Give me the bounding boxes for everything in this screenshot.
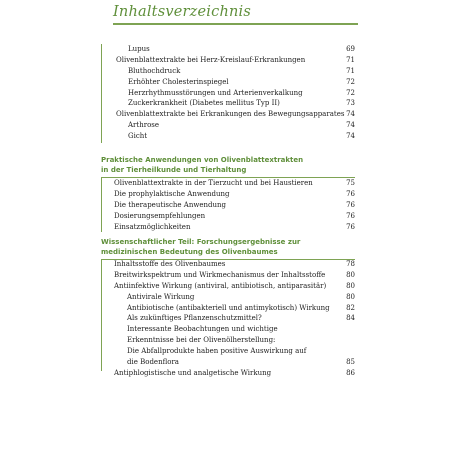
section-title-line1: Praktische Anwendungen von Olivenblattextrakten xyxy=(101,156,304,164)
toc-entry-title: Die therapeutische Anwendung xyxy=(114,200,226,209)
toc-entry-page: 74 xyxy=(346,121,355,130)
toc-entry xyxy=(101,120,355,131)
toc-entry xyxy=(101,357,355,368)
toc-entry-page: 74 xyxy=(346,132,355,141)
toc-entry-page: 86 xyxy=(346,368,355,377)
toc-entry-page: 71 xyxy=(346,55,355,64)
section-tierheilkunde xyxy=(101,156,355,180)
toc-entry-title: Lupus xyxy=(128,45,150,53)
toc-entry-title: Als zukünftiges Pflanzenschutzmittel? xyxy=(127,314,262,323)
header-rule xyxy=(113,23,358,25)
toc-entry xyxy=(101,55,355,66)
toc-entry-title: Die Abfallprodukte haben positive Auswirkung auf xyxy=(127,347,307,356)
toc-entry-title: Arthrose xyxy=(128,121,160,130)
toc-entry xyxy=(101,98,355,109)
toc-entry xyxy=(101,178,355,189)
toc-entry xyxy=(101,368,355,379)
section-title-line2: in der Tierheilkunde und Tierhaltung xyxy=(101,165,247,174)
toc-entry-page: 74 xyxy=(346,110,355,119)
toc-entry-page: 69 xyxy=(346,45,355,53)
toc-entry xyxy=(101,292,355,303)
toc-entry xyxy=(101,335,355,346)
toc-entry-title: Die prophylaktische Anwendung xyxy=(114,189,230,198)
toc-entry-page: 84 xyxy=(346,314,355,323)
page-title: Inhaltsverzeichnis xyxy=(113,4,251,20)
toc-entry-page: 72 xyxy=(346,77,355,86)
toc-entry xyxy=(101,66,355,77)
toc-top xyxy=(101,44,355,142)
toc-entry-page: 76 xyxy=(346,189,355,198)
toc-section2 xyxy=(101,259,355,379)
toc-entry-title: Olivenblattextrakte in der Tierzucht und bei Haustieren xyxy=(114,179,313,187)
toc-entry-page: 75 xyxy=(346,179,355,187)
toc-entry xyxy=(101,211,355,222)
toc-entry-page: 80 xyxy=(346,292,355,301)
toc-entry xyxy=(101,44,355,55)
toc-entry-title: Herzrhythmusstörungen und Arterienverkalkung xyxy=(128,88,303,97)
toc-entry-title: Olivenblattextrakte bei Erkrankungen des Bewegungsapparates xyxy=(116,110,345,119)
toc-entry-page: 72 xyxy=(346,88,355,97)
toc-entry xyxy=(101,313,355,324)
page-header xyxy=(113,2,323,22)
toc-entry xyxy=(101,324,355,335)
toc-entry-page: 78 xyxy=(346,260,355,268)
toc-entry-page: 85 xyxy=(346,358,355,367)
toc-entry-page: 80 xyxy=(346,281,355,290)
toc-entry-title: Gicht xyxy=(128,132,148,141)
toc-entry-title: Einsatzmöglichkeiten xyxy=(114,222,191,231)
toc-entry xyxy=(101,77,355,88)
toc-entry-title: Dosierungsempfehlungen xyxy=(114,211,206,220)
toc-entry-title: Bluthochdruck xyxy=(128,66,181,75)
toc-entry-title: Inhaltsstoffe des Olivenbaumes xyxy=(114,260,226,268)
toc-entry-title: Zuckerkrankheit (Diabetes mellitus Typ II) xyxy=(128,99,280,108)
toc-entry-title: Olivenblattextrakte bei Herz-Kreislauf-Erkrankungen xyxy=(116,55,306,64)
toc-entry-page: 82 xyxy=(346,303,355,312)
toc-entry-page: 76 xyxy=(346,200,355,209)
toc-entry xyxy=(101,131,355,142)
toc-section1 xyxy=(101,178,355,232)
toc-entry xyxy=(101,270,355,281)
toc-entry-title: Erkenntnisse bei der Olivenölherstellung: xyxy=(127,336,276,345)
toc-entry xyxy=(101,189,355,200)
toc-entry-title: Antivirale Wirkung xyxy=(127,292,195,301)
section-title-line2: medizinischen Bedeutung des Olivenbaumes xyxy=(101,247,278,256)
toc-entry-page: 80 xyxy=(346,270,355,279)
toc-entry xyxy=(101,88,355,99)
toc-entry-title: Interessante Beobachtungen und wichtige xyxy=(127,325,278,334)
toc-entry-title: Breitwirkspektrum und Wirkmechanismus der Inhaltsstoffe xyxy=(114,270,326,279)
toc-entry-page: 76 xyxy=(346,222,355,231)
toc-entry xyxy=(101,281,355,292)
toc-entry xyxy=(101,109,355,120)
toc-entry xyxy=(101,200,355,211)
toc-entry-title: Antiphlogistische und analgetische Wirkung xyxy=(114,368,272,377)
toc-entry-page: 71 xyxy=(346,66,355,75)
toc-entry xyxy=(101,259,355,270)
toc-entry-title: Antibiotische (antibakteriell und antimykotisch) Wirkung xyxy=(127,303,330,312)
toc-entry xyxy=(101,346,355,357)
section-title-line1: Wissenschaftlicher Teil: Forschungsergebnisse zur xyxy=(101,238,301,246)
toc-entry-title: Erhöhter Cholesterinspiegel xyxy=(128,77,229,86)
toc-entry-title: Antiinfektive Wirkung (antiviral, antibiotisch, antiparasitär) xyxy=(114,281,327,290)
toc-entry-title: die Bodenflora xyxy=(127,358,179,367)
toc-entry-page: 76 xyxy=(346,211,355,220)
toc-entry xyxy=(101,222,355,233)
toc-entry xyxy=(101,303,355,314)
toc-entry-page: 73 xyxy=(346,99,355,108)
